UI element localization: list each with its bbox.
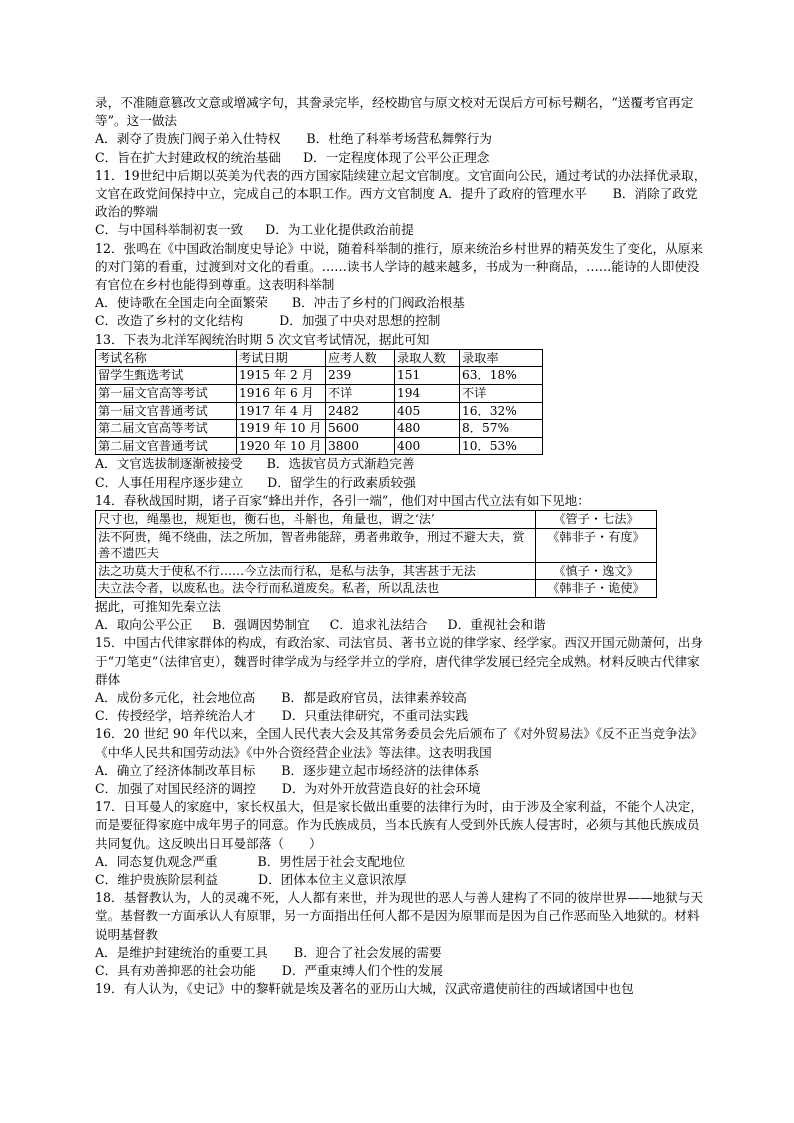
q10-option-b: B．杜绝了科举考场营私舞弊行为 bbox=[306, 131, 492, 147]
q12-option-d: D．加强了中央对思想的控制 bbox=[279, 313, 441, 329]
table-row bbox=[96, 402, 543, 420]
q18-options-row1 bbox=[95, 944, 709, 962]
q15-options-row2 bbox=[95, 707, 709, 725]
table-cell-quote: 夫立法令者，以废私也。法令行而私道废矣。私者，所以乱法也 bbox=[96, 580, 536, 598]
table-cell: 1916 年 6 月 bbox=[237, 385, 326, 403]
q13-options-row2 bbox=[95, 474, 709, 492]
q14-stem: 14．春秋战国时期，诸子百家“蜂出并作，各引一端”，他们对中国古代立法有如下见地： bbox=[95, 492, 590, 508]
table-cell: 2482 bbox=[326, 402, 395, 420]
table-cell: 第一届文官普通考试 bbox=[96, 402, 237, 420]
q15-option-b: B．都是政府官员，法律素养较高 bbox=[281, 690, 467, 705]
q13-option-b: B．选拔官员方式渐趋完善 bbox=[266, 456, 415, 472]
q17-option-c: C．维护贵族阶层利益 bbox=[95, 872, 218, 888]
table-cell-source: 《管子・七法》 bbox=[536, 511, 657, 529]
table-row bbox=[96, 385, 543, 403]
q17-options-row2 bbox=[95, 871, 709, 889]
table-cell-source: 《韩非子・诡使》 bbox=[536, 580, 657, 598]
q15-option-c: C．传授经学，培养统治人才 bbox=[95, 708, 256, 724]
table-cell-quote: 尺寸也，绳墨也，规矩也，衡石也，斗斛也，角量也，谓之‘法’ bbox=[96, 511, 536, 529]
table-cell: 239 bbox=[326, 367, 395, 385]
table-cell: 400 bbox=[395, 437, 460, 455]
q10-option-a: A．剥夺了贵族门阀子弟入仕特权 bbox=[95, 131, 281, 147]
table-cell: 不详 bbox=[326, 385, 395, 403]
table-row bbox=[96, 511, 657, 529]
q11-option-b: B．消除了政党政治的弊端 bbox=[95, 186, 698, 220]
q19-stem: 19．有人认为，《史记》中的黎靬就是埃及著名的亚历山大城，汉武帝遣使前往的西域诸国中也包 bbox=[95, 981, 634, 997]
table-row bbox=[96, 562, 657, 580]
q16-option-a: A．确立了经济体制改革目标 bbox=[95, 762, 256, 778]
table-row bbox=[96, 528, 657, 562]
q10-options-row2 bbox=[95, 149, 709, 167]
table-header-cell: 应考人数 bbox=[326, 349, 395, 367]
table-row bbox=[96, 580, 657, 598]
q16-options-row1 bbox=[95, 762, 709, 780]
q16-stem: 16．20 世纪 90 年代以来，全国人民代表大会及其常务委员会先后颁布了《对外贸易法》《反不正当竞争法》《中华人民共和国劳动法》《中外合资经营企业法》等法律。这表明我国 bbox=[95, 726, 703, 760]
table-cell: 151 bbox=[395, 367, 460, 385]
q16-option-d: D．为对外开放营造良好的社会环境 bbox=[281, 781, 481, 797]
q11-option-d: D．为工业化提供政治前提 bbox=[265, 222, 414, 238]
q13-option-d: D．留学生的行政素质较强 bbox=[267, 474, 416, 490]
q14-after: 据此，可推知先秦立法 bbox=[95, 598, 221, 614]
q12-option-c: C．改造了乡村的文化结构 bbox=[95, 313, 244, 329]
q13-table bbox=[95, 349, 543, 456]
table-cell: 第一届文官高等考试 bbox=[96, 385, 237, 403]
q11-option-c: C．与中国科举制初衷一致 bbox=[95, 222, 244, 238]
table-cell: 16．32% bbox=[460, 402, 543, 420]
table-cell: 63．18% bbox=[460, 367, 543, 385]
q14-options bbox=[95, 616, 709, 634]
q16-option-b: B．逐步建立起市场经济的法律体系 bbox=[281, 762, 480, 778]
q10-option-d: D．一定程度体现了公平公正理念 bbox=[302, 149, 490, 165]
q14-option-b: B．强调因势制宜 bbox=[212, 617, 310, 633]
q10-stem: 录，不准随意篡改文意或增减字句，其誊录完毕，经校勘官与原文校对无误后方可标号糊名，“送覆考官再定等”。这一做法 bbox=[95, 95, 694, 129]
q14-option-c: C．追求礼法结合 bbox=[329, 617, 428, 633]
table-cell-source: 《慎子・逸文》 bbox=[536, 562, 657, 580]
table-cell: 5600 bbox=[326, 420, 395, 438]
q13-options-row1 bbox=[95, 455, 709, 473]
table-cell: 194 bbox=[395, 385, 460, 403]
q11-stem-text: 11．19世纪中后期以英美为代表的西方国家陆续建立起文官制度。文官面向公民，通过考试的办法择优录取，文官在政党间保持中立，完成自己的本职工作。西方文官制度 A．提升了政府的管理水平 bbox=[95, 167, 707, 202]
table-cell: 1920 年 10 月 bbox=[237, 437, 326, 455]
table-cell: 留学生甄选考试 bbox=[96, 367, 237, 385]
table-row bbox=[96, 420, 543, 438]
table-cell: 8．57% bbox=[460, 420, 543, 438]
q11-options-row2 bbox=[95, 221, 709, 239]
q10-option-c: C．旨在扩大封建政权的统治基础 bbox=[95, 149, 281, 165]
q13-option-a: A．文官选拔制逐渐被接受 bbox=[95, 456, 243, 472]
q15-option-d: D．只重法律研究，不重司法实践 bbox=[281, 708, 469, 724]
table-cell: 第二届文官高等考试 bbox=[96, 420, 237, 438]
q12-options-row2 bbox=[95, 312, 709, 330]
table-cell: 不详 bbox=[460, 385, 543, 403]
table-cell: 10．53% bbox=[460, 437, 543, 455]
q14-option-a: A．取向公平公正 bbox=[95, 617, 193, 633]
q12-option-a: A．使诗歌在全国走向全面繁荣 bbox=[95, 295, 268, 311]
q18-option-c: C．具有劝善抑恶的社会功能 bbox=[95, 963, 256, 979]
q17-options-row1 bbox=[95, 853, 709, 871]
q17-option-b: B．男性居于社会支配地位 bbox=[257, 853, 406, 869]
table-cell: 405 bbox=[395, 402, 460, 420]
table-cell-source: 《韩非子・有度》 bbox=[536, 528, 657, 562]
q12-options-row1 bbox=[95, 294, 709, 312]
table-cell-quote: 法不阿贵，绳不绕曲，法之所加，智者弗能辞，勇者弗敢争，刑过不避大夫，赏善不遗匹夫 bbox=[96, 528, 536, 562]
table-row bbox=[96, 367, 543, 385]
table-cell: 1917 年 4 月 bbox=[237, 402, 326, 420]
q13-option-c: C．人事任用程序逐步建立 bbox=[95, 474, 244, 490]
exam-page bbox=[95, 94, 709, 998]
q15-options-row1 bbox=[95, 689, 709, 707]
table-cell: 1919 年 10 月 bbox=[237, 420, 326, 438]
q11-stem bbox=[95, 167, 709, 222]
table-cell: 3800 bbox=[326, 437, 395, 455]
q15-option-a: A．成份多元化，社会地位高 bbox=[95, 690, 256, 705]
q18-option-d: D．严重束缚人们个性的发展 bbox=[281, 963, 443, 979]
q14-table bbox=[95, 510, 657, 598]
table-header-cell: 考试名称 bbox=[96, 349, 237, 367]
q17-option-a: A．同态复仇观念严重 bbox=[95, 853, 218, 869]
q17-option-d: D．团体本位主义意识浓厚 bbox=[257, 872, 407, 888]
q10-options-row1 bbox=[95, 130, 709, 148]
table-cell: 第二届文官普通考试 bbox=[96, 437, 237, 455]
q18-options-row2 bbox=[95, 962, 709, 980]
q12-option-b: B．冲击了乡村的门阀政治根基 bbox=[291, 295, 465, 311]
q12-stem: 12．张鸣在《中国政治制度史导论》中说，随着科举制的推行，原来统治乡村世界的精英发生了变化，从原来的对门第的看重，过渡到对文化的看重。……读书人学诗的越来越多，书成为一种商品，……能诗的人即使没有官位在乡村也能得到尊重。这表明科举制 bbox=[95, 240, 703, 293]
q14-option-d: D．重视社会和谐 bbox=[447, 617, 546, 633]
q15-stem: 15．中国古代律家群体的构成，有政治家、司法官员、著书立说的律学家、经学家。西汉开国元勋萧何，出身于“刀笔吏”（法律官吏），魏晋时律学成为与经学并立的学府，唐代律学发展已经完全成熟。材料反映古代律家群体 bbox=[95, 635, 703, 687]
table-cell-quote: 法之功莫大于使私不行……今立法而行私，是私与法争，其害甚于无法 bbox=[96, 562, 536, 580]
table-cell: 1915 年 2 月 bbox=[237, 367, 326, 385]
q16-options-row2 bbox=[95, 780, 709, 798]
q17-stem: 17．日耳曼人的家庭中，家长权虽大，但是家长做出重要的法律行为时，由于涉及全家利益，不能个人决定，而是要征得家庭中成年男子的同意。作为氏族成员，当本氏族有人受到外氏族人侵害时，必须与其他氏族成员共同复仇。这反映出日耳曼部落（ ） bbox=[95, 799, 703, 851]
table-cell: 480 bbox=[395, 420, 460, 438]
table-row bbox=[96, 437, 543, 455]
q13-stem: 13．下表为北洋军阀统治时期 5 次文官考试情况，据此可知 bbox=[95, 331, 430, 347]
table-header-cell: 录取人数 bbox=[395, 349, 460, 367]
q16-option-c: C．加强了对国民经济的调控 bbox=[95, 781, 256, 797]
q18-option-b: B．迎合了社会发展的需要 bbox=[293, 944, 442, 960]
table-header-cell: 考试日期 bbox=[237, 349, 326, 367]
table-header-row bbox=[96, 349, 543, 367]
q18-option-a: A．是维护封建统治的重要工具 bbox=[95, 944, 268, 960]
q18-stem: 18．基督教认为，人的灵魂不死，人人都有来世，并为现世的恶人与善人建构了不同的彼岸世界——地狱与天堂。基督教一方面承认人有原罪，另一方面指出任何人都不是因为原罪而是因为自己作恶而坠入地狱的。材料说明基督教 bbox=[95, 890, 703, 942]
table-header-cell: 录取率 bbox=[460, 349, 543, 367]
